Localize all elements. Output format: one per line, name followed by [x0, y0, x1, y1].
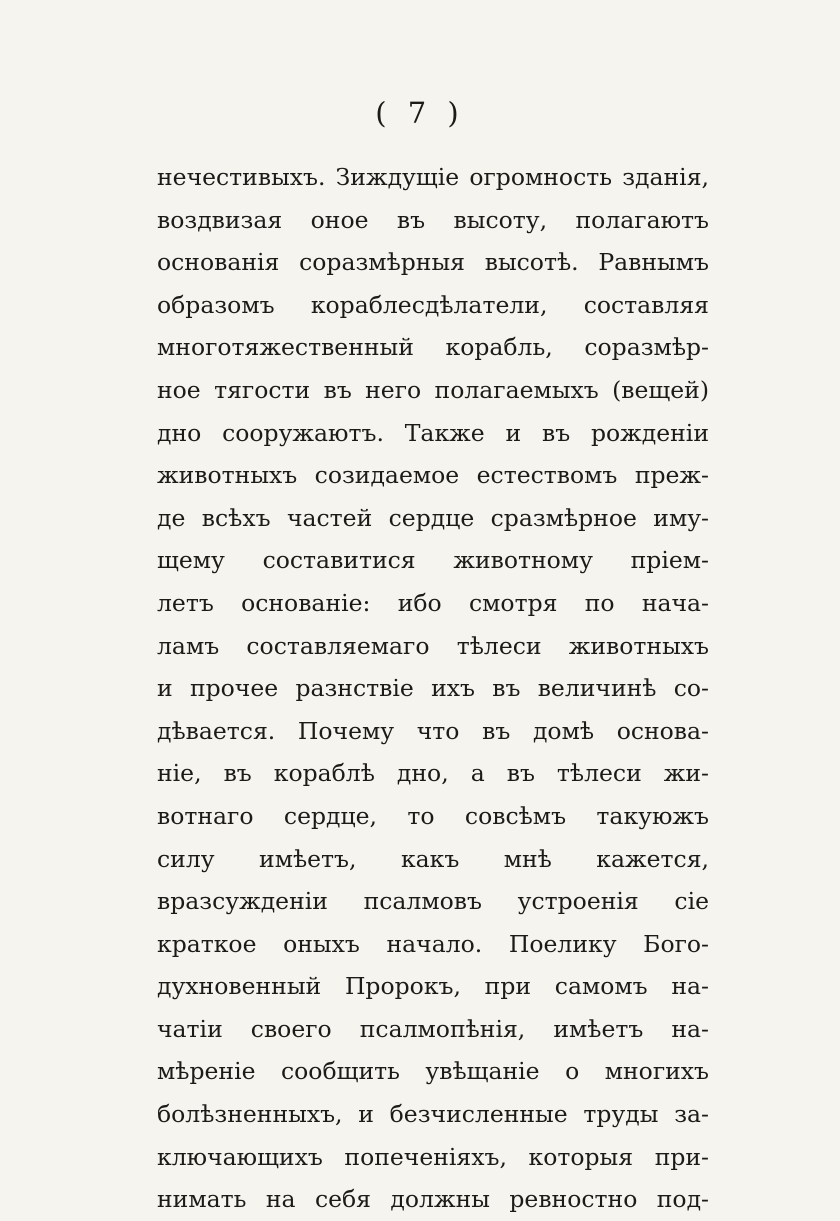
- text-line: болѣзненныхъ, и безчисленные труды за-: [157, 1100, 709, 1129]
- text-line: мѣреніе сообщить увѣщаніе о многихъ: [157, 1057, 709, 1086]
- text-line: нимать на себя должны ревностно под-: [157, 1185, 709, 1214]
- text-line: вотнаго сердце, то совсѣмъ такуюжъ: [157, 801, 709, 830]
- text-line: воздвизая оное въ высоту, полагаютъ: [157, 205, 709, 234]
- text-line: вразсужденіи псалмовъ устроенія сіе: [157, 887, 709, 916]
- text-line: основанія соразмѣрныя высотѣ. Равнымъ: [157, 248, 709, 277]
- text-line: многотяжественный корабль, соразмѣр-: [157, 333, 709, 362]
- text-line: ламъ составляемаго тѣлеси животныхъ: [157, 631, 709, 660]
- text-line: дно сооружаютъ. Также и въ рожденіи: [157, 418, 709, 447]
- text-line: ное тягости въ него полагаемыхъ (вещей): [157, 375, 709, 404]
- text-line: чатіи своего псалмопѣнія, имѣетъ на-: [157, 1014, 709, 1043]
- text-line: и прочее разнствіе ихъ въ величинѣ со-: [157, 674, 709, 703]
- text-line: силу имѣетъ, какъ мнѣ кажется,: [157, 844, 709, 873]
- text-line: де всѣхъ частей сердце сразмѣрное иму-: [157, 503, 709, 532]
- text-line: щему составитися животному пріем-: [157, 546, 709, 575]
- text-line: летъ основаніе: ибо смотря по нача-: [157, 588, 709, 617]
- text-line: краткое оныхъ начало. Поелику Бого-: [157, 929, 709, 958]
- body-text: [157, 156, 709, 1221]
- text-line: животныхъ созидаемое естествомъ преж-: [157, 461, 709, 490]
- text-line: образомъ кораблесдѣлатели, составляя: [157, 290, 709, 319]
- text-line: ніе, въ кораблѣ дно, а въ тѣлеси жи-: [157, 759, 709, 788]
- text-line: дѣвается. Почему что въ домѣ основа-: [157, 716, 709, 745]
- text-line: ключающихъ попеченіяхъ, которыя при-: [157, 1142, 709, 1171]
- page-number: ( 7 ): [375, 96, 465, 130]
- text-line: нечестивыхъ. Зиждущіе огромность зданія,: [157, 163, 709, 191]
- text-line: духновенный Пророкъ, при самомъ на-: [157, 972, 709, 1001]
